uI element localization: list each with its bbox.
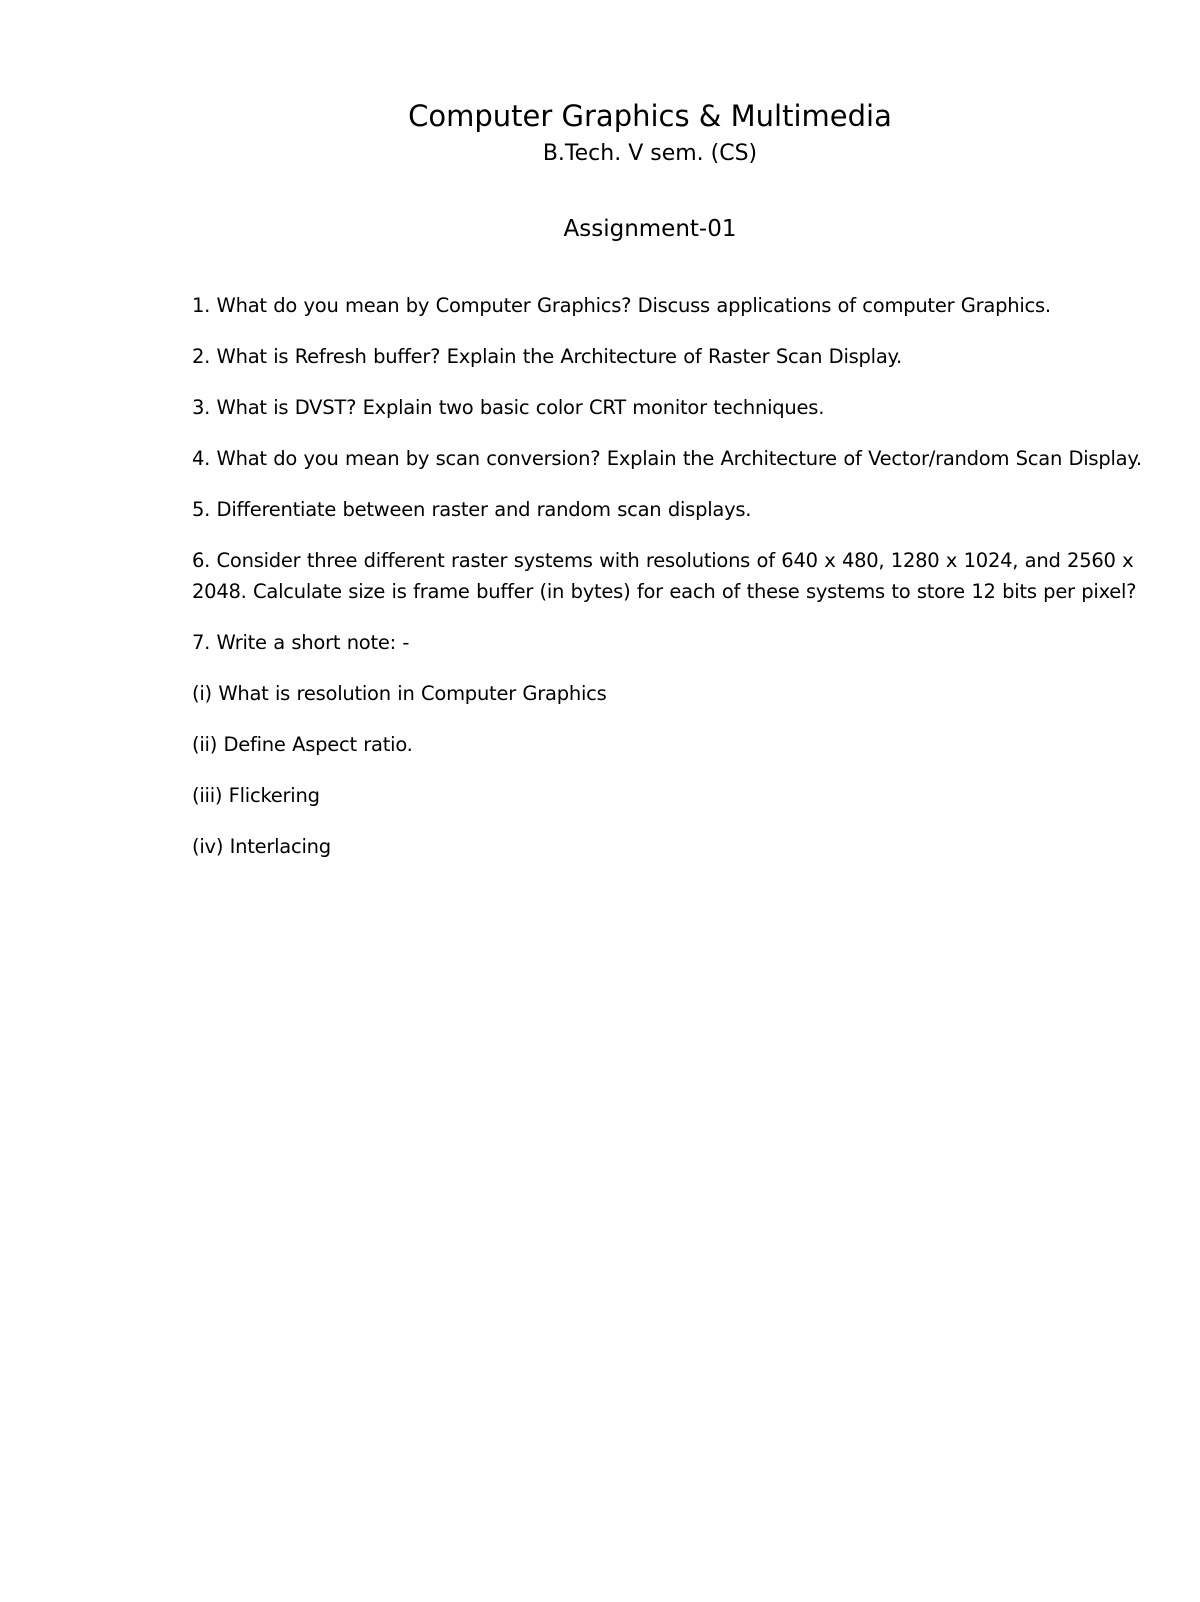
course-title: Computer Graphics & Multimedia [408, 99, 892, 133]
question-list [192, 290, 1152, 882]
question-2: 2. What is Refresh buffer? Explain the Architecture of Raster Scan Display. [192, 345, 902, 368]
question-4: 4. What do you mean by scan conversion? Explain the Architecture of Vector/random Scan Display. [192, 447, 1142, 470]
subquestion-i: (i) What is resolution in Computer Graphics [192, 682, 607, 705]
question-7: 7. Write a short note: - [192, 631, 410, 654]
question-1: 1. What do you mean by Computer Graphics? Discuss applications of computer Graphics. [192, 294, 1051, 317]
subquestion-ii: (ii) Define Aspect ratio. [192, 733, 413, 756]
assignment-title: Assignment-01 [563, 216, 737, 242]
question-5: 5. Differentiate between raster and random scan displays. [192, 498, 752, 521]
question-6: 6. Consider three different raster systems with resolutions of 640 x 480, 1280 x 1024, and 2560 x 2048. Calculate size is frame buffer (in bytes) for each of these systems to store 12 bits per pixel? [192, 549, 1137, 603]
subquestion-iv: (iv) Interlacing [192, 835, 331, 858]
question-3: 3. What is DVST? Explain two basic color CRT monitor techniques. [192, 396, 825, 419]
subquestion-iii: (iii) Flickering [192, 784, 320, 807]
course-subtitle: B.Tech. V sem. (CS) [542, 141, 758, 166]
